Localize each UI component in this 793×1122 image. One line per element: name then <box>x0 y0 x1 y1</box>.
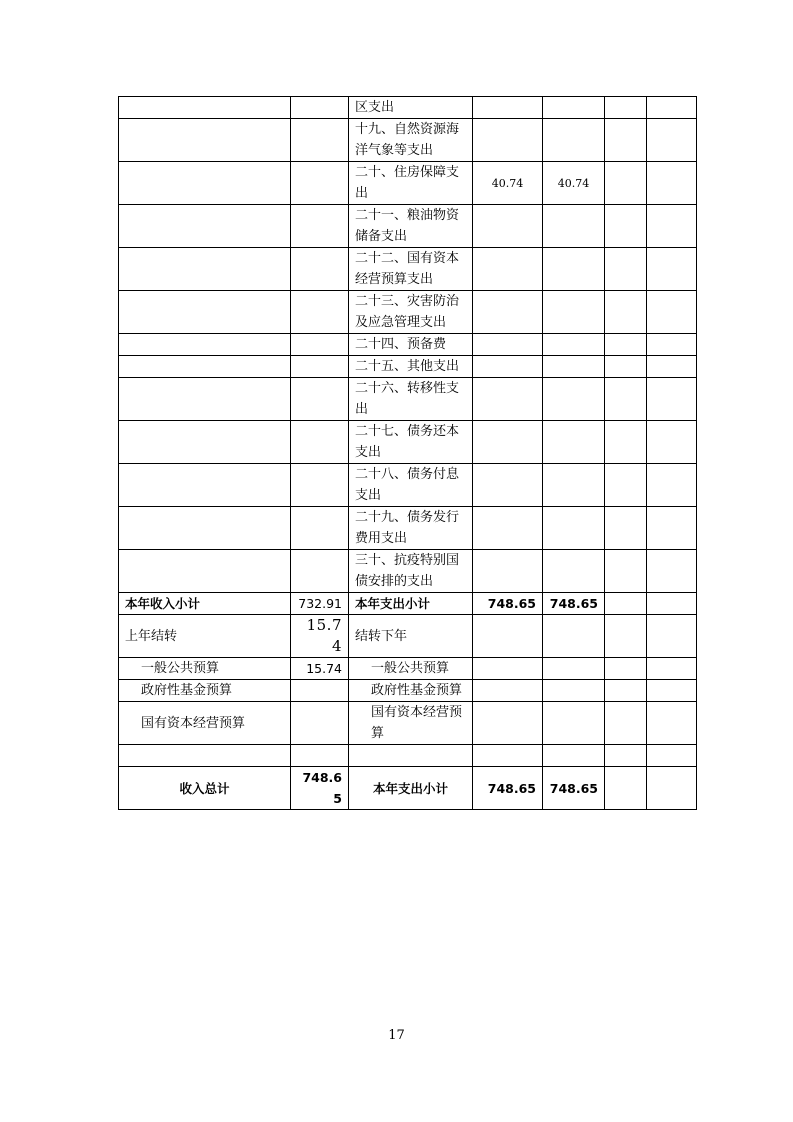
expense-total-cell <box>473 421 543 464</box>
expense-total-cell <box>473 615 543 658</box>
expense-total-cell <box>473 507 543 550</box>
table-row <box>119 464 697 507</box>
income-item-cell <box>119 464 291 507</box>
income-total-amount: 748.65 <box>291 767 349 810</box>
expense-total-cell <box>473 119 543 162</box>
expense-fund-budget-cell <box>605 421 647 464</box>
expense-capital-budget-cell <box>647 421 697 464</box>
expense-total-cell <box>473 378 543 421</box>
expense-capital-budget-label: 国有资本经营预算 <box>349 702 473 745</box>
expense-fund-budget-cell <box>605 550 647 593</box>
income-amount-cell <box>291 421 349 464</box>
expense-general-budget-cell <box>543 356 605 378</box>
expense-fund-budget-cell <box>605 334 647 356</box>
income-general-budget-amount: 15.74 <box>291 658 349 680</box>
expense-item-cell: 二十九、债务发行费用支出 <box>349 507 473 550</box>
expense-subtotal-general-budget: 748.65 <box>543 593 605 615</box>
expense-general-budget-cell <box>543 615 605 658</box>
expense-general-budget-cell <box>543 421 605 464</box>
expense-item-cell <box>349 745 473 767</box>
expense-fund-budget-cell <box>605 593 647 615</box>
table-row <box>119 507 697 550</box>
income-item-cell <box>119 291 291 334</box>
income-item-cell <box>119 745 291 767</box>
income-amount-cell <box>291 745 349 767</box>
expense-item-cell: 二十二、国有资本经营预算支出 <box>349 248 473 291</box>
expense-fund-budget-cell <box>605 356 647 378</box>
expense-capital-budget-cell <box>647 205 697 248</box>
expense-capital-budget-cell <box>647 680 697 702</box>
expense-fund-budget-cell <box>605 119 647 162</box>
expense-fund-budget-cell <box>605 464 647 507</box>
expense-capital-budget-cell <box>647 767 697 810</box>
expense-capital-budget-cell <box>647 593 697 615</box>
expense-general-budget-cell <box>543 378 605 421</box>
expense-capital-budget-cell <box>647 464 697 507</box>
expense-grand-total: 748.65 <box>473 767 543 810</box>
expense-item-cell: 二十五、其他支出 <box>349 356 473 378</box>
expense-total-cell <box>473 248 543 291</box>
grand-total-row <box>119 767 697 810</box>
income-item-cell <box>119 550 291 593</box>
expense-capital-budget-cell <box>647 507 697 550</box>
expense-total-cell <box>473 745 543 767</box>
expense-total-cell <box>473 205 543 248</box>
table-row <box>119 248 697 291</box>
expense-capital-budget-cell <box>647 658 697 680</box>
table-row <box>119 702 697 745</box>
expense-total-cell <box>473 97 543 119</box>
expense-fund-budget-cell <box>605 291 647 334</box>
expense-fund-budget-cell <box>605 767 647 810</box>
carry-forward-label: 结转下年 <box>349 615 473 658</box>
expense-general-budget-cell <box>543 334 605 356</box>
expense-capital-budget-cell <box>647 378 697 421</box>
expense-capital-budget-cell <box>647 615 697 658</box>
income-item-cell <box>119 162 291 205</box>
expense-item-cell: 区支出 <box>349 97 473 119</box>
table-row <box>119 205 697 248</box>
expense-general-budget-cell <box>543 745 605 767</box>
income-amount-cell <box>291 97 349 119</box>
expense-general-budget-cell <box>543 550 605 593</box>
expense-general-budget-cell <box>543 702 605 745</box>
income-total-label: 收入总计 <box>119 767 291 810</box>
expense-fund-budget-cell <box>605 702 647 745</box>
expense-total-cell: 40.74 <box>473 162 543 205</box>
expense-fund-budget-cell <box>605 658 647 680</box>
expense-total-cell <box>473 702 543 745</box>
income-amount-cell <box>291 378 349 421</box>
income-amount-cell <box>291 205 349 248</box>
expense-general-budget-cell <box>543 119 605 162</box>
income-capital-budget-label: 国有资本经营预算 <box>119 702 291 745</box>
income-item-cell <box>119 205 291 248</box>
expense-capital-budget-cell <box>647 162 697 205</box>
expense-capital-budget-cell <box>647 550 697 593</box>
expense-general-budget-cell <box>543 205 605 248</box>
budget-table <box>118 96 697 810</box>
expense-total-label: 本年支出小计 <box>349 767 473 810</box>
income-amount-cell <box>291 291 349 334</box>
expense-capital-budget-cell <box>647 291 697 334</box>
expense-total-cell <box>473 658 543 680</box>
income-amount-cell <box>291 680 349 702</box>
income-item-cell <box>119 378 291 421</box>
expense-fund-budget-cell <box>605 97 647 119</box>
expense-item-cell: 二十六、转移性支出 <box>349 378 473 421</box>
expense-total-cell <box>473 291 543 334</box>
expense-item-cell: 三十、抗疫特别国债安排的支出 <box>349 550 473 593</box>
empty-row <box>119 745 697 767</box>
expense-capital-budget-cell <box>647 356 697 378</box>
expense-general-budget-cell <box>543 680 605 702</box>
table-row <box>119 356 697 378</box>
income-item-cell <box>119 507 291 550</box>
expense-general-budget-cell <box>543 464 605 507</box>
table-row <box>119 421 697 464</box>
expense-capital-budget-cell <box>647 702 697 745</box>
income-amount-cell <box>291 550 349 593</box>
expense-fund-budget-cell <box>605 745 647 767</box>
table-row <box>119 97 697 119</box>
expense-fund-budget-cell <box>605 615 647 658</box>
income-amount-cell <box>291 356 349 378</box>
income-item-cell <box>119 334 291 356</box>
income-subtotal-label: 本年收入小计 <box>119 593 291 615</box>
income-amount-cell <box>291 702 349 745</box>
expense-total-cell <box>473 550 543 593</box>
income-general-budget-label: 一般公共预算 <box>119 658 291 680</box>
table-row <box>119 680 697 702</box>
table-row <box>119 658 697 680</box>
table-row <box>119 291 697 334</box>
table-row <box>119 334 697 356</box>
expense-item-cell: 二十七、债务还本支出 <box>349 421 473 464</box>
expense-general-budget-cell <box>543 97 605 119</box>
expense-capital-budget-cell <box>647 248 697 291</box>
expense-capital-budget-cell <box>647 97 697 119</box>
income-item-cell <box>119 356 291 378</box>
carryover-label: 上年结转 <box>119 615 291 658</box>
expense-general-budget-cell <box>543 291 605 334</box>
carryover-amount: 15.74 <box>291 615 349 658</box>
expense-total-cell <box>473 464 543 507</box>
income-amount-cell <box>291 464 349 507</box>
carryover-row <box>119 615 697 658</box>
income-item-cell <box>119 248 291 291</box>
expense-total-cell <box>473 680 543 702</box>
expense-fund-budget-label: 政府性基金预算 <box>349 680 473 702</box>
expense-general-budget-cell <box>543 507 605 550</box>
income-amount-cell <box>291 119 349 162</box>
income-amount-cell <box>291 162 349 205</box>
income-item-cell <box>119 97 291 119</box>
expense-item-cell: 二十四、预备费 <box>349 334 473 356</box>
expense-general-budget-cell <box>543 658 605 680</box>
expense-total-cell <box>473 356 543 378</box>
page-number: 17 <box>388 1028 405 1043</box>
expense-general-budget-cell: 40.74 <box>543 162 605 205</box>
income-subtotal-amount: 732.91 <box>291 593 349 615</box>
expense-capital-budget-cell <box>647 745 697 767</box>
income-amount-cell <box>291 248 349 291</box>
income-item-cell <box>119 421 291 464</box>
expense-subtotal-label: 本年支出小计 <box>349 593 473 615</box>
expense-general-budget-cell <box>543 248 605 291</box>
expense-total-cell <box>473 334 543 356</box>
income-item-cell <box>119 119 291 162</box>
table-row <box>119 119 697 162</box>
expense-item-cell: 二十、住房保障支出 <box>349 162 473 205</box>
table-row <box>119 550 697 593</box>
income-amount-cell <box>291 334 349 356</box>
expense-item-cell: 十九、自然资源海洋气象等支出 <box>349 119 473 162</box>
expense-grand-general-budget: 748.65 <box>543 767 605 810</box>
expense-fund-budget-cell <box>605 378 647 421</box>
expense-item-cell: 二十一、粮油物资储备支出 <box>349 205 473 248</box>
subtotal-row <box>119 593 697 615</box>
expense-capital-budget-cell <box>647 119 697 162</box>
income-fund-budget-label: 政府性基金预算 <box>119 680 291 702</box>
expense-item-cell: 二十三、灾害防治及应急管理支出 <box>349 291 473 334</box>
expense-fund-budget-cell <box>605 680 647 702</box>
expense-general-budget-label: 一般公共预算 <box>349 658 473 680</box>
table-row <box>119 378 697 421</box>
expense-fund-budget-cell <box>605 248 647 291</box>
expense-fund-budget-cell <box>605 205 647 248</box>
expense-fund-budget-cell <box>605 507 647 550</box>
expense-fund-budget-cell <box>605 162 647 205</box>
expense-capital-budget-cell <box>647 334 697 356</box>
expense-subtotal-total: 748.65 <box>473 593 543 615</box>
income-amount-cell <box>291 507 349 550</box>
expense-item-cell: 二十八、债务付息支出 <box>349 464 473 507</box>
table-row <box>119 162 697 205</box>
